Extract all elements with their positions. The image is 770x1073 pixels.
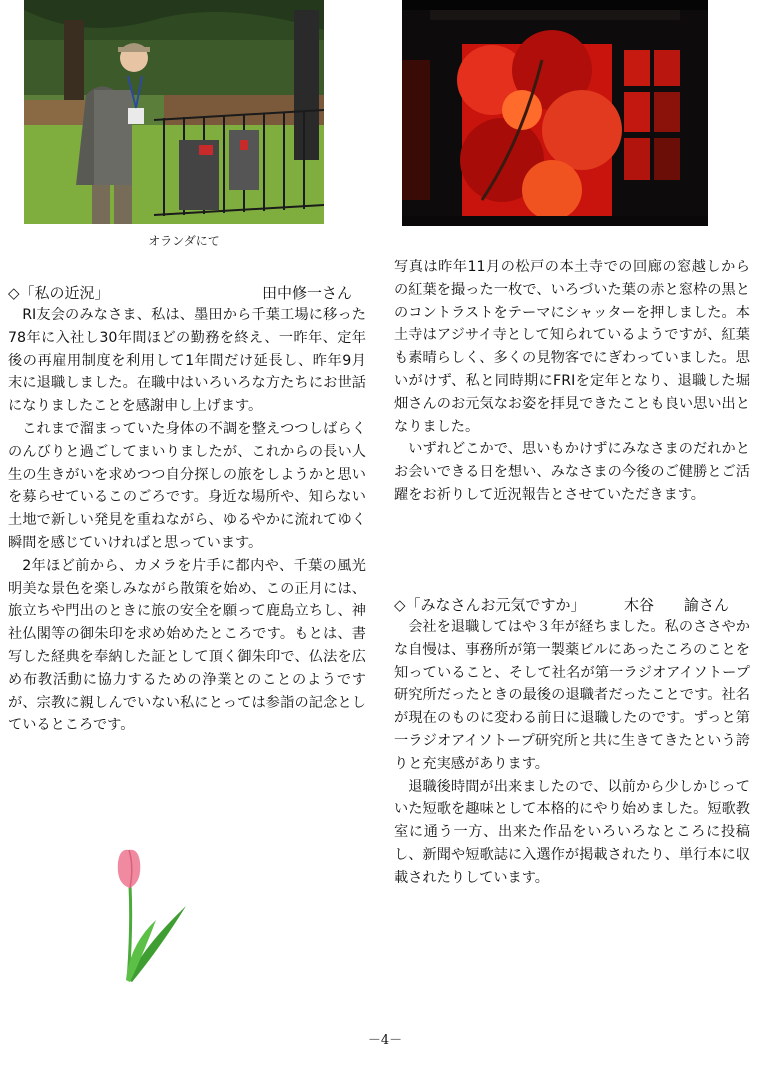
article-author: 木谷 諭さん <box>624 596 730 614</box>
article-header <box>8 282 366 304</box>
article-paragraph: これまで溜まっていた身体の不調を整えつつしばらくのんびりと過ごしてまいりましたが、これからの長い人生の生きがいを求めつつ自分探しの旅をしようかと思いを募らせているこのごろです。身近な場所や、知らない土地で新しい発見を重ねながら、ゆるやかに流れてゆく瞬間を感じていければと思っています。 <box>8 420 366 551</box>
photo-man-in-netherlands <box>24 0 324 224</box>
article-my-recent-news <box>8 282 366 737</box>
tulip-illustration <box>96 848 196 984</box>
photo-autumn-leaves-window <box>402 0 708 226</box>
article-header <box>394 594 750 616</box>
article-paragraph: 退職後時間が出来ましたので、以前から少しかじっていた短歌を趣味として本格的にやり始めました。短歌教室に通う一方、出来た作品をいろいろなところに投稿し、新聞や短歌誌に入選作が掲載されたり、単行本に収載されたりしています。 <box>394 778 750 886</box>
page-number: －4－ <box>367 1033 403 1048</box>
article-paragraph: 会社を退職してはや３年が経ちました。私のささやかな自慢は、事務所が第一製薬ビルにあったころのことを知っていること、そして社名が第一ラジオアイソトープ研究所だったときの最後の退職者だったことです。社名が現在のものに変わる前日に退職したのです。ずっと第一ラジオアイソトープ研究所と共に生きてきたという誇りと充実感があります。 <box>394 619 750 772</box>
article-title: ◇「私の近況」 <box>8 284 110 302</box>
article-paragraph: 2年ほど前から、カメラを片手に都内や、千葉の風光明美な景色を楽しみながら散策を始め、この正月には、旅立ちや門出のときに旅の安全を願って鹿島立ちし、神社仏閣等の御朱印を求め始めたところです。もとは、書写した経典を奉納した証として頂く御朱印で、仏法を広め布教活動に協力するための浄業とのことのようですが、宗教に親しんでいない私にとっては参詣の記念としているところです。 <box>8 557 366 734</box>
article-paragraph: RI友会のみなさま、私は、墨田から千葉工場に移った78年に入社し30年間ほどの勤務を終え、一昨年、定年後の再雇用制度を利用して1年間だけ延長し、昨年9月末に退職しました。在職中はいろいろな方たちにお世話になりましたことを感謝申し上げます。 <box>8 307 366 415</box>
article-author: 田中修一さん <box>262 284 353 302</box>
article-how-is-everyone <box>394 594 750 890</box>
photo-caption: オランダにて <box>148 234 220 248</box>
article-title: ◇「みなさんお元気ですか」 <box>394 596 586 614</box>
article-paragraph: いずれどこかで、思いもかけずにみなさまのだれかとお会いできる日を想い、みなさまの今後のご健勝とご活躍をお祈りして近況報告とさせていただきます。 <box>394 441 750 503</box>
article-paragraph: 写真は昨年11月の松戸の本土寺での回廊の窓越しからの紅葉を撮った一枚で、いろづいた葉の赤と窓枠の黒とのコントラストをテーマにシャッターを押しました。本土寺はアジサイ寺として知られているようですが、紅葉も素晴らしく、多くの見物客でにぎわっていました。思いがけず、私と同時期にFRIを定年となり、退職した堀畑さんのお元気なお姿を拝見できたことも良い思い出となりました。 <box>394 259 750 435</box>
article-continuation <box>394 256 750 507</box>
